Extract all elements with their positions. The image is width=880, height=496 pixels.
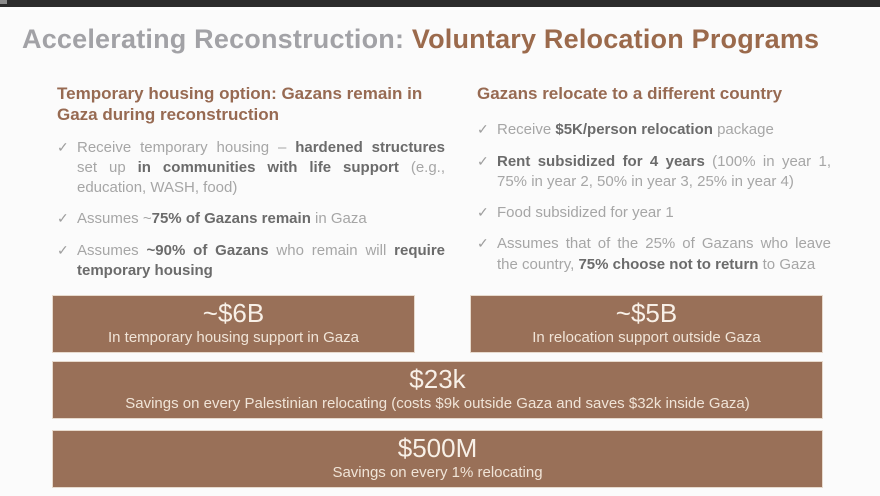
page-title-prefix: Accelerating Reconstruction: bbox=[22, 24, 412, 54]
bullet-text: Receive temporary housing – hardened structures set up in communities with life support (e.g., education, WASH, food) bbox=[77, 138, 446, 196]
bullet-list-right bbox=[477, 120, 831, 275]
banner-relocation-cost bbox=[470, 295, 823, 353]
banner-label: In temporary housing support in Gaza bbox=[108, 328, 359, 346]
banner-value: ~$6B bbox=[202, 298, 265, 328]
column-heading-left: Temporary housing option: Gazans remain in Gaza during reconstruction bbox=[57, 84, 423, 125]
banner-label: In relocation support outside Gaza bbox=[532, 328, 761, 346]
checkmark-icon: ✓ bbox=[57, 210, 69, 227]
bullet-list-left bbox=[57, 138, 445, 282]
bullet-item bbox=[57, 209, 445, 229]
bullet-text: Assumes ~75% of Gazans remain in Gaza bbox=[77, 210, 367, 228]
banner-savings-per-percent bbox=[52, 430, 823, 488]
bullet-text: Receive $5K/person relocation package bbox=[497, 121, 774, 139]
column-relocate-country bbox=[477, 83, 831, 292]
checkmark-icon: ✓ bbox=[57, 138, 69, 155]
page-title-highlight: Voluntary Relocation Programs bbox=[411, 24, 820, 54]
banner-label: Savings on every Palestinian relocating (costs $9k outside Gaza and saves $32k inside Gaza) bbox=[125, 394, 750, 412]
content-columns bbox=[57, 83, 831, 292]
top-dark-bar bbox=[0, 0, 880, 7]
bullet-item bbox=[477, 120, 831, 140]
banner-value: $23k bbox=[409, 364, 466, 394]
checkmark-icon: ✓ bbox=[477, 121, 489, 138]
top-bar-notch bbox=[0, 0, 7, 4]
bullet-text: Food subsidized for year 1 bbox=[497, 204, 674, 221]
checkmark-icon: ✓ bbox=[57, 241, 69, 258]
banner-label: Savings on every 1% relocating bbox=[332, 463, 543, 481]
banner-savings-per-person bbox=[52, 361, 823, 419]
banner-temporary-housing-cost bbox=[52, 295, 415, 353]
bullet-text: Assumes that of the 25% of Gazans who leave the country, 75% choose not to return to Gaza bbox=[497, 235, 831, 273]
banner-value: ~$5B bbox=[615, 298, 678, 328]
bullet-item bbox=[477, 152, 831, 193]
banner-value: $500M bbox=[397, 433, 478, 463]
bullet-item bbox=[477, 203, 831, 223]
bullet-item bbox=[57, 138, 445, 199]
bullet-text: Assumes ~90% of Gazans who remain will require temporary housing bbox=[77, 241, 445, 279]
column-temporary-housing bbox=[57, 83, 445, 292]
checkmark-icon: ✓ bbox=[477, 235, 489, 252]
checkmark-icon: ✓ bbox=[477, 152, 489, 169]
page-title bbox=[22, 24, 819, 55]
bullet-item bbox=[477, 234, 831, 275]
checkmark-icon: ✓ bbox=[477, 204, 489, 220]
column-heading-right: Gazans relocate to a different country bbox=[477, 84, 783, 103]
bullet-text: Rent subsidized for 4 years (100% in year 1, 75% in year 2, 50% in year 3, 25% in year 4) bbox=[497, 152, 831, 190]
bullet-item bbox=[57, 241, 445, 282]
